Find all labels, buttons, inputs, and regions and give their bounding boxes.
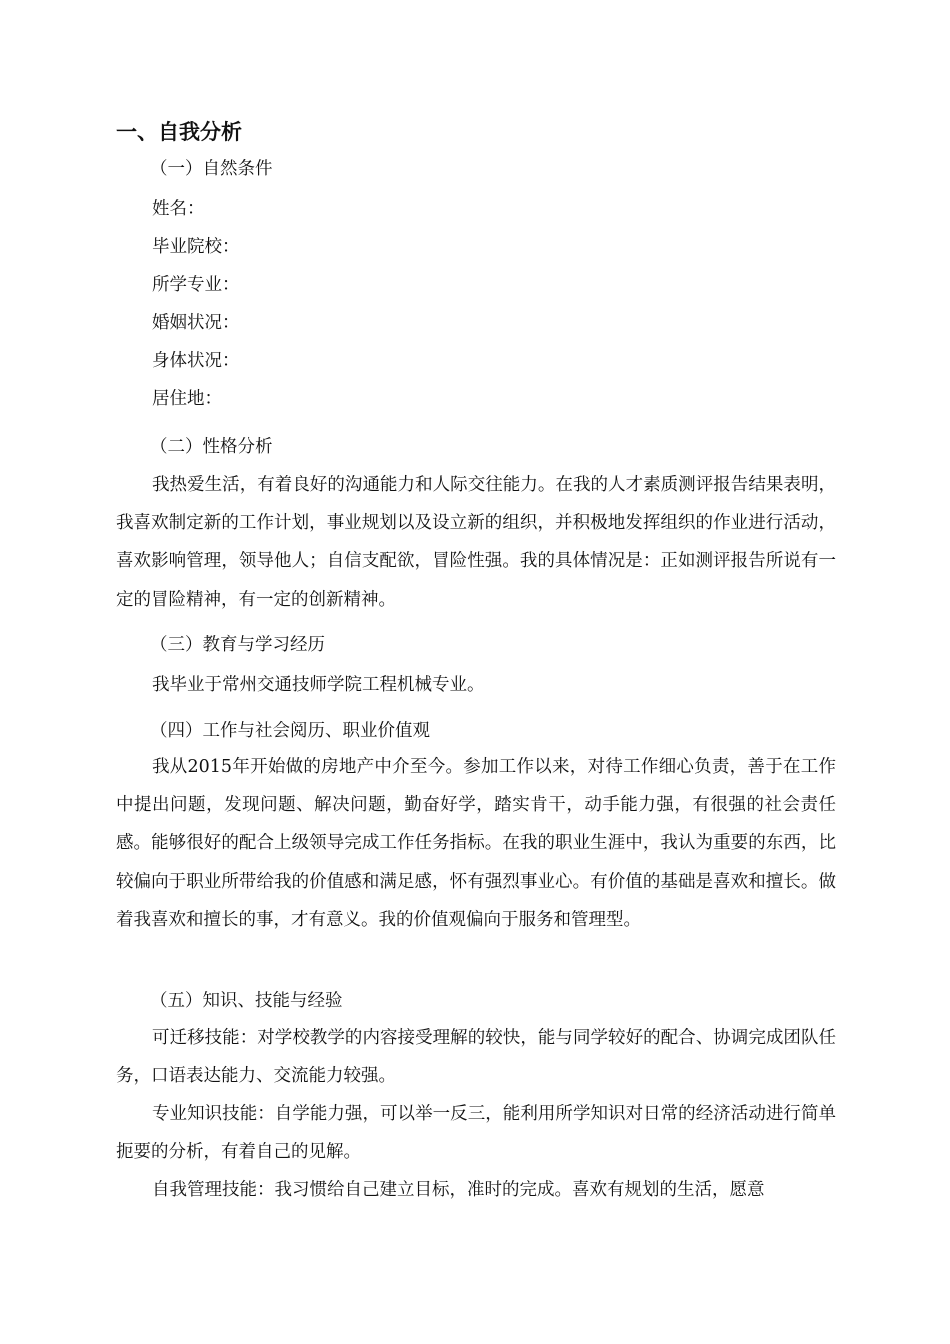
paragraph-transferable-skills: 可迁移技能：对学校教学的内容接受理解的较快，能与同学较好的配合、协调完成团队任务，口语表达能力、交流能力较强。 [116,1028,836,1087]
field-residence: 居住地： [152,389,222,409]
field-name: 姓名： [152,199,205,219]
paragraph-self-management-skills: 自我管理技能：我习惯给自己建立目标，准时的完成。喜欢有规划的生活，愿意 [152,1180,765,1200]
field-health-status: 身体状况： [152,351,240,371]
field-marital-status: 婚姻状况： [152,313,240,333]
paragraph-work: 我从2015年开始做的房地产中介至今。参加工作以来，对待工作细心负责，善于在工作中提出问题，发现问题、解决问题，勤奋好学，踏实肯干，动手能力强，有很强的社会责任感。能够很好的配合上级领导完成工作任务指标。在我的职业生涯中，我认为重要的东西，比较偏向于职业所带给我的价值感和满足感，怀有强烈事业心。有价值的基础是喜欢和擅长。做着我喜欢和擅长的事，才有意义。我的价值观偏向于服务和管理型。 [116,757,836,930]
paragraph-personality: 我热爱生活，有着良好的沟通能力和人际交往能力。在我的人才素质测评报告结果表明，我喜欢制定新的工作计划，事业规划以及设立新的组织，并积极地发挥组织的作业进行活动，喜欢影响管理，领导他人；自信支配欲，冒险性强。我的具体情况是：正如测评报告所说有一定的冒险精神，有一定的创新精神。 [116,475,836,610]
subsection-heading-skills: （五）知识、技能与经验 [150,991,343,1011]
subsection-heading-personality: （二）性格分析 [150,437,273,457]
subsection-heading-education: （三）教育与学习经历 [150,635,325,655]
subsection-heading-work: （四）工作与社会阅历、职业价值观 [150,721,430,741]
subsection-heading-natural: （一）自然条件 [150,159,273,179]
paragraph-education: 我毕业于常州交通技师学院工程机械专业。 [152,675,485,695]
section-title: 一、自我分析 [116,120,242,144]
paragraph-professional-skills: 专业知识技能：自学能力强，可以举一反三，能利用所学知识对日常的经济活动进行简单扼要的分析，有着自己的见解。 [116,1104,836,1163]
field-major: 所学专业： [152,275,240,295]
field-school: 毕业院校： [152,237,240,257]
